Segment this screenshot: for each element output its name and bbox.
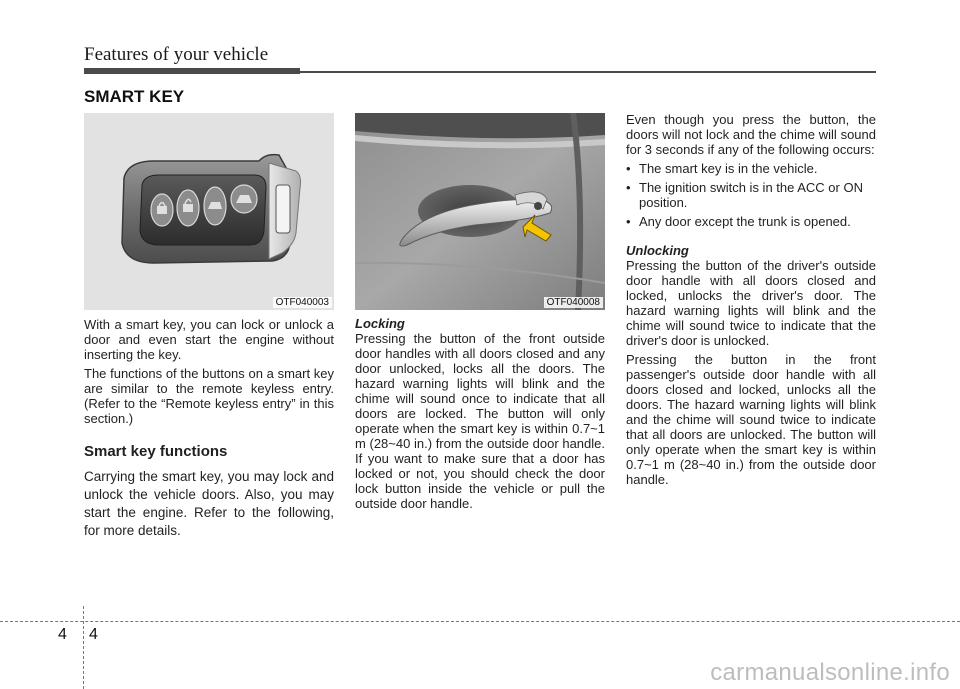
unlocking-heading: Unlocking [626, 243, 689, 258]
header-bar [84, 68, 300, 74]
lock-conditions-list [626, 161, 876, 229]
watermark: carmanualsonline.info [710, 659, 950, 686]
page-number: 4 [89, 626, 98, 643]
column-3 [626, 112, 876, 491]
column-1 [84, 113, 334, 544]
functions-paragraph: The functions of the buttons on a smart key are similar to the remote keyless entry. (Refer to the “Remote keyless entry” in this section.) [84, 366, 334, 426]
unlocking-passenger-paragraph: Pressing the button in the front passenger's outside door handle with all doors closed and locked, unlocks all the doors. The hazard warning lights will blink and the chime will sound twice to indicate that all doors are unlocked. The button will only operate when the smart key is within 0.7~1 m (28~40 in.) from the outside door handle. [626, 352, 876, 487]
page-section-number: 4 [58, 626, 67, 643]
column-2 [355, 113, 605, 515]
figure-code: OTF040008 [544, 297, 603, 308]
door-handle-illustration [355, 113, 605, 310]
lock-conditions-paragraph: Even though you press the button, the doors will not lock and the chime will sound for 3 seconds if any of the following occurs: [626, 112, 876, 157]
footer-divider [83, 606, 84, 689]
smart-key-figure [84, 113, 334, 310]
smart-key-functions-paragraph: Carrying the smart key, you may lock and unlock the vehicle doors. Also, you may start the engine. Refer to the following, for more details. [84, 469, 334, 538]
intro-paragraph: With a smart key, you can lock or unlock a door and even start the engine without inserting the key. [84, 317, 334, 362]
smart-key-illustration [84, 113, 334, 310]
locking-heading: Locking [355, 316, 405, 331]
smart-key-functions-heading: Smart key functions [84, 443, 228, 460]
list-item: • Any door except the trunk is opened. [626, 214, 876, 229]
unlocking-driver-paragraph: Pressing the button of the driver's outside door handle with all doors closed and locked, unlocks the driver's door. The hazard warning lights will blink and the chime will sound twice to indicate that the driver's door is unlocked. [626, 258, 876, 348]
figure-code: OTF040003 [273, 297, 332, 308]
page-header-title: Features of your vehicle [84, 44, 269, 65]
list-item: • The ignition switch is in the ACC or ON position. [626, 180, 876, 210]
door-handle-figure [355, 113, 605, 310]
header-rule [300, 71, 876, 73]
footer-rule [0, 621, 960, 622]
locking-paragraph: Pressing the button of the front outside door handles with all doors closed and any door unlocked, locks all the doors. The hazard warning lights will blink and the chime will sound once to indicate that all doors are locked. The button will only operate when the smart key is within 0.7~1 m (28~40 in.) from the outside door handle. If you want to make sure that a door has locked or not, you should check the door lock button inside the vehicle or pull the outside door handle. [355, 331, 605, 511]
section-title: SMART KEY [84, 87, 185, 106]
list-item: • The smart key is in the vehicle. [626, 161, 876, 176]
